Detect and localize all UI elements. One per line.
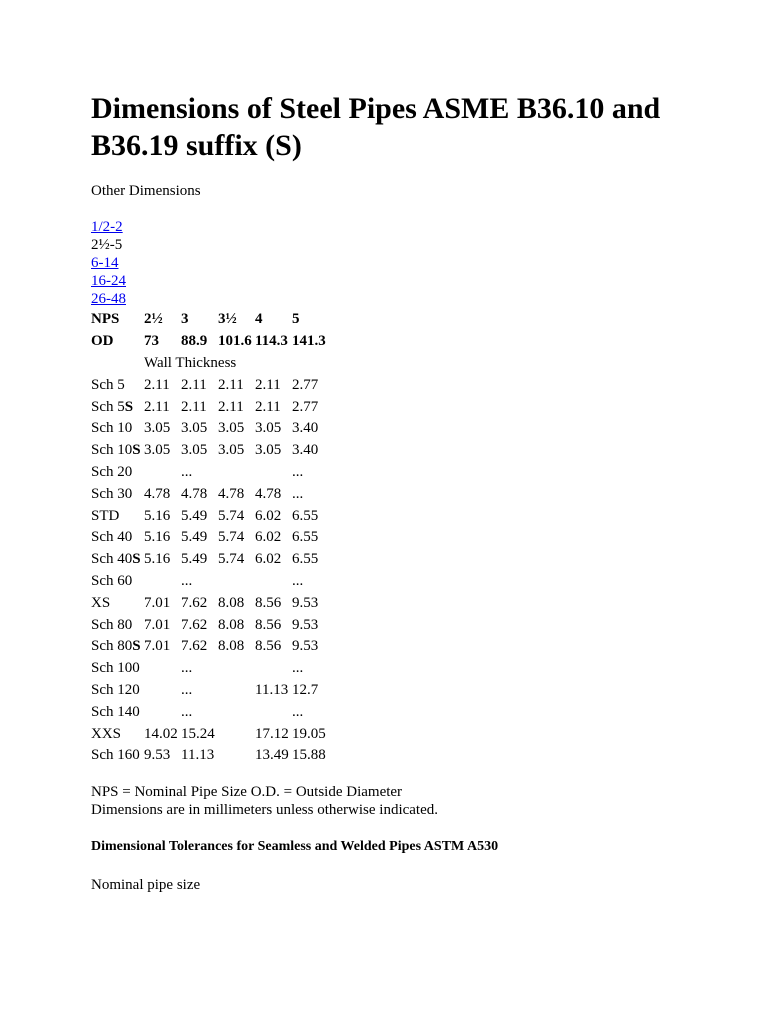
wall-thickness-cell: ... [181, 660, 193, 677]
wall-thickness-cell [218, 723, 253, 745]
wall-thickness-cell: 3.05 [144, 420, 171, 437]
wall-thickness-cell: 13.49 [255, 747, 289, 764]
wall-thickness-cell [255, 462, 290, 484]
wall-thickness-cell: ... [181, 572, 193, 589]
schedule-row [91, 462, 327, 484]
wall-thickness-cell: 8.08 [218, 616, 245, 633]
od-cell: 141.3 [292, 333, 326, 350]
wall-thickness-cell: 2.77 [292, 376, 319, 393]
wall-thickness-cell [218, 571, 253, 593]
wall-thickness-cell: ... [292, 485, 304, 502]
schedule-label [91, 527, 142, 549]
schedule-label-text: STD [91, 507, 120, 524]
wall-thickness-cell: 3.05 [255, 442, 282, 459]
wall-thickness-cell: ... [181, 703, 193, 720]
schedule-label-text: Sch 10 [91, 420, 133, 437]
schedule-label [91, 374, 142, 396]
wall-thickness-cell: 6.55 [292, 551, 319, 568]
schedule-label [91, 592, 142, 614]
schedule-label-text: Sch 5 [91, 376, 125, 393]
nps-header-row [91, 309, 327, 331]
schedule-row [91, 701, 327, 723]
schedule-label [91, 745, 142, 767]
wall-thickness-cell: 2.11 [218, 376, 244, 393]
wall-thickness-cell: 15.88 [292, 747, 326, 764]
wall-thickness-cell: 2.11 [181, 398, 207, 415]
wall-thickness-cell: 6.55 [292, 529, 319, 546]
wall-thickness-cell: 11.13 [181, 747, 215, 764]
range-link-1-2-to-2[interactable]: 1/2-2 [91, 219, 123, 235]
wall-thickness-cell: 9.53 [292, 616, 319, 633]
schedule-label [91, 505, 142, 527]
nominal-pipe-size-label: Nominal pipe size [91, 877, 201, 893]
nps-header-cell: 3½ [218, 311, 237, 328]
wall-thickness-cell: 7.01 [144, 594, 171, 611]
schedule-row [91, 592, 327, 614]
wall-thickness-label: Wall Thickness [144, 354, 237, 371]
wall-thickness-cell: 7.62 [181, 638, 208, 655]
tolerances-heading: Dimensional Tolerances for Seamless and Welded Pipes ASTM A530 [91, 839, 499, 854]
schedule-suffix: S [132, 442, 141, 459]
wall-thickness-cell [144, 701, 179, 723]
nps-header-cell: 3 [181, 311, 189, 328]
wall-thickness-cell: 8.56 [255, 616, 282, 633]
wall-thickness-cell: 6.02 [255, 507, 282, 524]
nps-header-cell: 4 [255, 311, 263, 328]
nps-header-cell: 2½ [144, 311, 163, 328]
wall-thickness-cell: 4.78 [255, 485, 282, 502]
footnote [91, 783, 438, 819]
schedule-row [91, 440, 327, 462]
wall-thickness-cell: ... [292, 463, 304, 480]
schedule-label-text: XS [91, 594, 111, 611]
wall-thickness-cell: 5.74 [218, 507, 245, 524]
wall-thickness-cell: ... [292, 572, 304, 589]
schedule-suffix: S [124, 398, 134, 415]
schedule-label [91, 571, 142, 593]
range-link-16-to-24[interactable]: 16-24 [91, 273, 126, 289]
schedule-row [91, 505, 327, 527]
wall-thickness-cell: 2.11 [255, 376, 281, 393]
wall-thickness-cell: 4.78 [181, 485, 208, 502]
wall-thickness-spacer [91, 353, 142, 375]
wall-thickness-cell: 3.40 [292, 420, 319, 437]
wall-thickness-cell: 8.08 [218, 638, 245, 655]
schedule-label-text: Sch 30 [91, 485, 133, 502]
wall-thickness-cell [255, 571, 290, 593]
schedule-row [91, 396, 327, 418]
schedule-suffix: S [132, 638, 141, 655]
wall-thickness-cell: 4.78 [218, 485, 245, 502]
schedule-label [91, 636, 142, 658]
wall-thickness-cell: 2.11 [144, 398, 170, 415]
wall-thickness-cell: 3.05 [144, 442, 171, 459]
nps-header-label: NPS [91, 311, 120, 328]
wall-thickness-cell [144, 571, 179, 593]
schedule-label-text: XXS [91, 725, 122, 742]
schedule-label-text: Sch 100 [91, 660, 140, 677]
schedule-row [91, 745, 327, 767]
range-link-26-to-48[interactable]: 26-48 [91, 291, 126, 307]
wall-thickness-cell: 4.78 [144, 485, 171, 502]
schedule-row [91, 374, 327, 396]
wall-thickness-cell [144, 462, 179, 484]
wall-thickness-cell: 6.55 [292, 507, 319, 524]
schedule-label [91, 658, 142, 680]
wall-thickness-cell [218, 462, 253, 484]
wall-thickness-cell: 12.7 [292, 681, 319, 698]
schedule-row [91, 680, 327, 702]
schedule-label [91, 418, 142, 440]
wall-thickness-cell: 15.24 [181, 725, 215, 742]
wall-thickness-cell: 6.02 [255, 529, 282, 546]
schedule-label-text: Sch 160 [91, 747, 140, 764]
wall-thickness-cell: 8.56 [255, 638, 282, 655]
schedule-label-text: Sch 5 [91, 398, 125, 415]
schedule-label [91, 440, 142, 462]
wall-thickness-row [91, 353, 327, 375]
wall-thickness-cell [255, 701, 290, 723]
wall-thickness-cell: 2.11 [144, 376, 170, 393]
od-row [91, 331, 327, 353]
wall-thickness-cell: 3.05 [218, 442, 245, 459]
wall-thickness-cell: 5.49 [181, 529, 208, 546]
schedule-suffix: S [132, 551, 141, 568]
other-dimensions-label: Other Dimensions [91, 183, 201, 199]
schedule-label-text: Sch 40 [91, 529, 133, 546]
wall-thickness-cell: 2.11 [255, 398, 281, 415]
wall-thickness-cell: 17.12 [255, 725, 289, 742]
wall-thickness-cell: 2.11 [218, 398, 244, 415]
wall-thickness-cell: 3.40 [292, 442, 319, 459]
schedule-row [91, 483, 327, 505]
schedule-label-text: Sch 20 [91, 463, 133, 480]
pipe-dimensions-table [89, 309, 329, 767]
schedule-row [91, 527, 327, 549]
wall-thickness-cell: 6.02 [255, 551, 282, 568]
wall-thickness-cell: 3.05 [218, 420, 245, 437]
schedule-row [91, 658, 327, 680]
footnote-abbreviations: NPS = Nominal Pipe Size O.D. = Outside Diameter [91, 784, 403, 800]
schedule-label-text: Sch 140 [91, 703, 140, 720]
wall-thickness-cell: 9.53 [144, 747, 171, 764]
wall-thickness-cell: 3.05 [181, 420, 208, 437]
schedule-row [91, 636, 327, 658]
wall-thickness-cell: 5.49 [181, 507, 208, 524]
wall-thickness-cell [144, 680, 179, 702]
wall-thickness-cell [144, 658, 179, 680]
wall-thickness-cell: 7.62 [181, 594, 208, 611]
schedule-row [91, 614, 327, 636]
schedule-label [91, 614, 142, 636]
wall-thickness-cell: 11.13 [255, 681, 289, 698]
od-cell: 114.3 [255, 333, 288, 350]
od-cell: 88.9 [181, 333, 208, 350]
schedule-label-text: Sch 80 [91, 616, 133, 633]
od-label: OD [91, 333, 114, 350]
wall-thickness-cell [218, 680, 253, 702]
wall-thickness-cell: 5.74 [218, 551, 245, 568]
wall-thickness-cell: 5.16 [144, 529, 171, 546]
wall-thickness-cell: ... [292, 660, 304, 677]
schedule-label [91, 701, 142, 723]
wall-thickness-cell: ... [292, 703, 304, 720]
schedule-label-text: Sch 10 [91, 442, 133, 459]
wall-thickness-cell: 5.16 [144, 551, 171, 568]
wall-thickness-cell: 14.02 [144, 725, 178, 742]
schedule-label-text: Sch 80 [91, 638, 133, 655]
wall-thickness-cell: 7.62 [181, 616, 208, 633]
wall-thickness-cell [218, 701, 253, 723]
wall-thickness-cell: 7.01 [144, 616, 171, 633]
schedule-label-text: Sch 60 [91, 572, 133, 589]
range-current-2half-to-5: 2½-5 [91, 237, 123, 253]
wall-thickness-cell: 2.11 [181, 376, 207, 393]
wall-thickness-cell: ... [181, 681, 193, 698]
wall-thickness-cell [255, 658, 290, 680]
nps-range-list [91, 218, 126, 308]
wall-thickness-cell: 9.53 [292, 594, 319, 611]
wall-thickness-cell: 5.49 [181, 551, 208, 568]
wall-thickness-cell [218, 658, 253, 680]
schedule-row [91, 723, 327, 745]
schedule-label [91, 723, 142, 745]
schedule-label [91, 680, 142, 702]
schedule-row [91, 549, 327, 571]
schedule-label [91, 483, 142, 505]
od-cell: 101.6 [218, 333, 252, 350]
page-title: Dimensions of Steel Pipes ASME B36.10 and B36.19 suffix (S) [91, 92, 661, 162]
od-cell: 73 [144, 333, 159, 350]
wall-thickness-cell: 5.74 [218, 529, 245, 546]
wall-thickness-cell: 3.05 [255, 420, 282, 437]
wall-thickness-cell: 5.16 [144, 507, 171, 524]
wall-thickness-cell: 8.56 [255, 594, 282, 611]
schedule-label [91, 396, 142, 418]
wall-thickness-cell: 19.05 [292, 725, 326, 742]
footnote-units: Dimensions are in millimeters unless otherwise indicated. [91, 802, 439, 818]
range-link-6-to-14[interactable]: 6-14 [91, 255, 119, 271]
nps-header-cell: 5 [292, 311, 300, 328]
wall-thickness-cell: 7.01 [144, 638, 171, 655]
wall-thickness-cell [218, 745, 253, 767]
schedule-row [91, 571, 327, 593]
schedule-label [91, 549, 142, 571]
wall-thickness-cell: 9.53 [292, 638, 319, 655]
wall-thickness-cell: 2.77 [292, 398, 319, 415]
schedule-label-text: Sch 120 [91, 681, 140, 698]
schedule-label [91, 462, 142, 484]
wall-thickness-cell: 3.05 [181, 442, 208, 459]
schedule-label-text: Sch 40 [91, 551, 133, 568]
wall-thickness-cell: 8.08 [218, 594, 245, 611]
schedule-row [91, 418, 327, 440]
wall-thickness-cell: ... [181, 463, 193, 480]
